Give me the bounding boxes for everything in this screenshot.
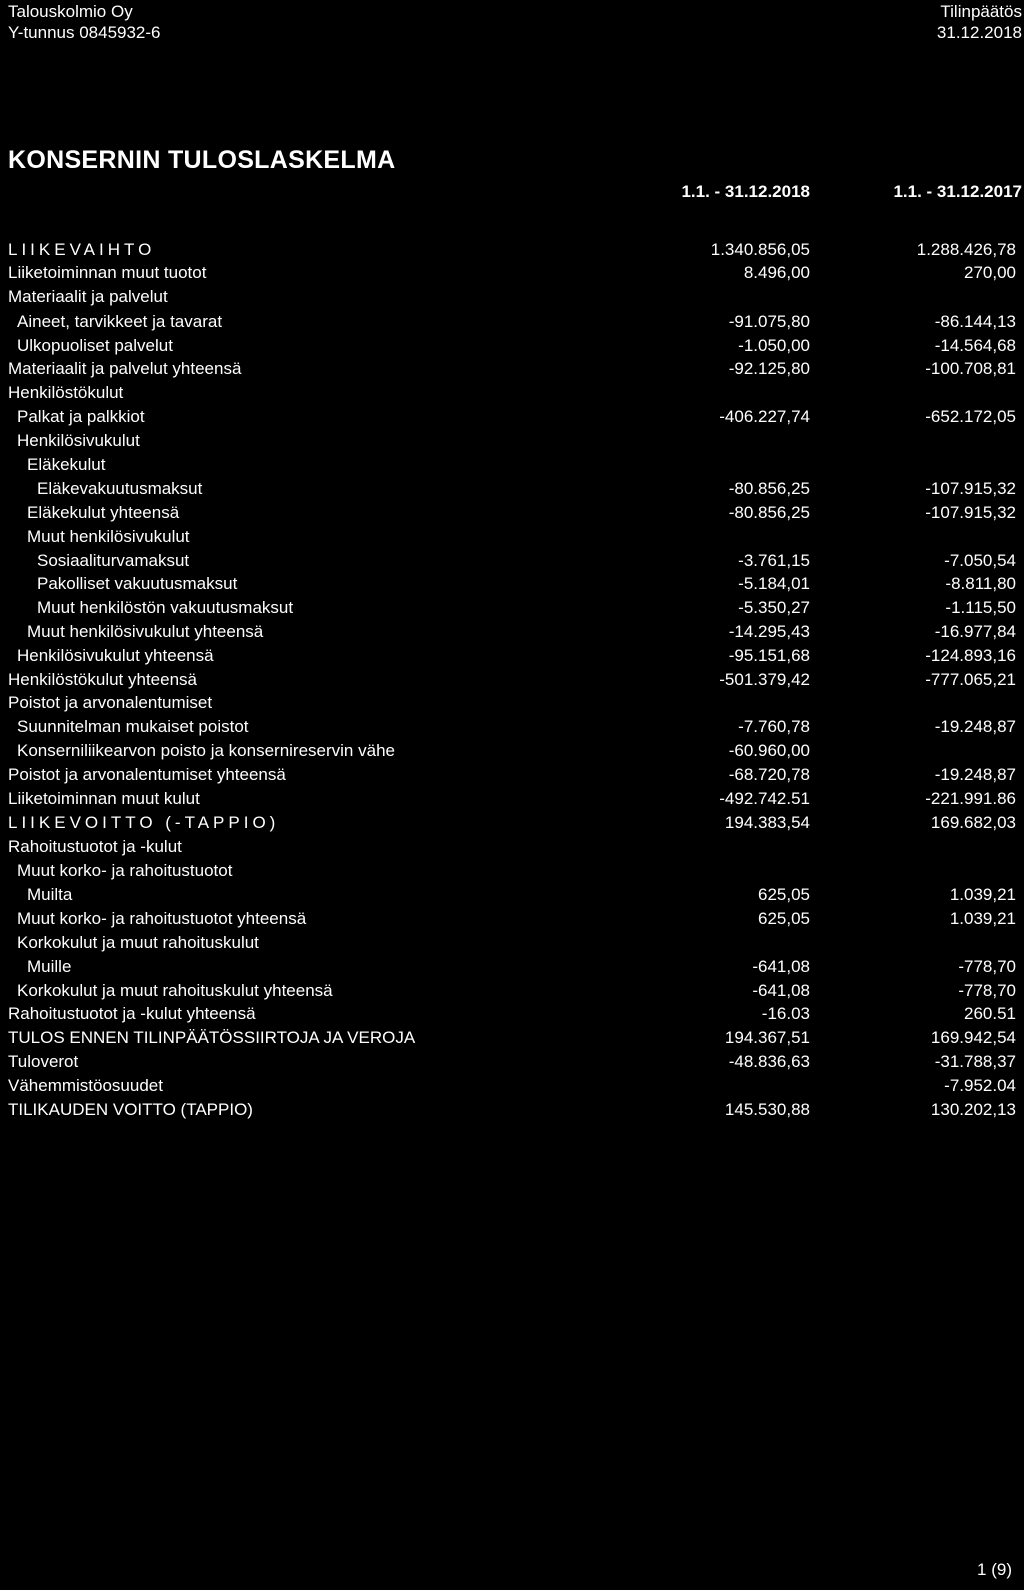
row-label: Pakolliset vakuutusmaksut — [37, 574, 238, 593]
table-row — [0, 836, 1024, 858]
table-row — [0, 478, 1024, 500]
table-row — [0, 1003, 1024, 1025]
value-2017: -778,70 — [958, 957, 1016, 976]
document-date: 31.12.2018 — [936, 23, 1022, 42]
table-row — [0, 932, 1024, 954]
page-number: 1 (9) — [977, 1560, 1012, 1579]
row-label: Materiaalit ja palvelut — [8, 287, 168, 306]
table-row — [0, 669, 1024, 691]
table-row — [0, 454, 1024, 476]
row-label: Liiketoiminnan muut kulut — [8, 789, 200, 808]
row-label: TULOS ENNEN TILINPÄÄTÖSSIIRTOJA JA VEROJA — [8, 1028, 416, 1047]
value-2017: -124.893,16 — [925, 646, 1016, 665]
row-label: Muille — [27, 957, 72, 976]
value-2018: -492.742.51 — [719, 789, 810, 808]
value-2017: -107.915,32 — [925, 503, 1016, 522]
value-2017: -16.977,84 — [934, 622, 1016, 641]
row-label: LIIKEVOITTO (-TAPPIO) — [8, 813, 280, 832]
document-type: Tilinpäätös — [940, 2, 1022, 21]
value-2018: -3.761,15 — [738, 551, 810, 570]
value-2017: 1.039,21 — [949, 885, 1016, 904]
table-row — [0, 980, 1024, 1002]
table-row — [0, 550, 1024, 572]
table-row — [0, 956, 1024, 978]
table-row — [0, 1075, 1024, 1097]
value-2018: -80.856,25 — [728, 503, 810, 522]
table-row — [0, 884, 1024, 906]
row-label: Tuloverot — [8, 1052, 79, 1071]
row-label: Eläkekulut — [27, 455, 106, 474]
table-row — [0, 311, 1024, 333]
table-row — [0, 812, 1024, 834]
table-row — [0, 1027, 1024, 1049]
value-2017: -778,70 — [958, 981, 1016, 1000]
value-2018: -7.760,78 — [738, 717, 810, 736]
row-label: Materiaalit ja palvelut yhteensä — [8, 359, 242, 378]
value-2017: -652.172,05 — [925, 407, 1016, 426]
row-label: Henkilösivukulut — [17, 431, 140, 450]
value-2018: -60.960,00 — [728, 741, 810, 760]
value-2018: -16.03 — [761, 1004, 810, 1023]
row-label: Henkilöstökulut yhteensä — [8, 670, 198, 689]
table-row — [0, 1099, 1024, 1121]
row-label: Poistot ja arvonalentumiset — [8, 693, 213, 712]
value-2017: -86.144,13 — [934, 312, 1016, 331]
value-2017: -8.811,80 — [945, 574, 1016, 593]
value-2017: -31.788,37 — [934, 1052, 1016, 1071]
value-2017: -777.065,21 — [925, 670, 1016, 689]
table-row — [0, 597, 1024, 619]
value-2017: 169.682,03 — [930, 813, 1016, 832]
page-title: KONSERNIN TULOSLASKELMA — [8, 146, 396, 174]
row-label: Muut korko- ja rahoitustuotot — [17, 861, 233, 880]
row-label: Muilta — [27, 885, 73, 904]
row-label: Palkat ja palkkiot — [17, 407, 145, 426]
row-label: Eläkekulut yhteensä — [27, 503, 180, 522]
value-2018: -406.227,74 — [719, 407, 810, 426]
row-label: TILIKAUDEN VOITTO (TAPPIO) — [8, 1100, 253, 1119]
table-row — [0, 526, 1024, 548]
column-header-2017: 1.1. - 31.12.2017 — [893, 182, 1022, 201]
value-2018: 8.496,00 — [743, 263, 810, 282]
row-label: Korkokulut ja muut rahoituskulut yhteensä — [17, 981, 333, 1000]
table-row — [0, 573, 1024, 595]
table-row — [0, 764, 1024, 786]
value-2017: -221.991.86 — [925, 789, 1016, 808]
value-2018: -68.720,78 — [728, 765, 810, 784]
value-2018: -91.075,80 — [728, 312, 810, 331]
table-row — [0, 645, 1024, 667]
row-label: Rahoitustuotot ja -kulut yhteensä — [8, 1004, 256, 1023]
table-row — [0, 1051, 1024, 1073]
value-2018: 145.530,88 — [724, 1100, 810, 1119]
table-row — [0, 406, 1024, 428]
row-label: Muut henkilösivukulut yhteensä — [27, 622, 264, 641]
value-2017: 1.288.426,78 — [916, 240, 1016, 259]
row-label: Henkilöstökulut — [8, 383, 124, 402]
value-2018: -641,08 — [752, 981, 810, 1000]
value-2017: -19.248,87 — [934, 765, 1016, 784]
row-label: Sosiaaliturvamaksut — [37, 551, 190, 570]
value-2018: 194.383,54 — [724, 813, 810, 832]
table-row — [0, 740, 1024, 762]
value-2018: -14.295,43 — [728, 622, 810, 641]
row-label: Ulkopuoliset palvelut — [17, 336, 173, 355]
row-label: Korkokulut ja muut rahoituskulut — [17, 933, 259, 952]
value-2018: 1.340.856,05 — [710, 240, 810, 259]
row-label: Konserniliikearvon poisto ja konsernireservin vähe — [17, 741, 395, 760]
value-2018: -92.125,80 — [728, 359, 810, 378]
value-2017: 260.51 — [964, 1004, 1016, 1023]
row-label: Suunnitelman mukaiset poistot — [17, 717, 249, 736]
value-2017: 169.942,54 — [930, 1028, 1016, 1047]
value-2018: -48.836,63 — [728, 1052, 810, 1071]
value-2018: -95.151,68 — [728, 646, 810, 665]
table-row — [0, 382, 1024, 404]
business-id: Y-tunnus 0845932-6 — [8, 23, 161, 42]
row-label: Muut korko- ja rahoitustuotot yhteensä — [17, 909, 307, 928]
table-row — [0, 621, 1024, 643]
value-2017: 270,00 — [964, 263, 1016, 282]
table-row — [0, 908, 1024, 930]
value-2018: -5.184,01 — [738, 574, 810, 593]
table-row — [0, 239, 1024, 261]
value-2017: 130.202,13 — [930, 1100, 1016, 1119]
value-2017: -107.915,32 — [925, 479, 1016, 498]
table-row — [0, 788, 1024, 810]
value-2018: -641,08 — [752, 957, 810, 976]
table-row — [0, 502, 1024, 524]
value-2017: -7.050,54 — [944, 551, 1016, 570]
company-name: Talouskolmio Oy — [8, 2, 133, 21]
row-label: Poistot ja arvonalentumiset yhteensä — [8, 765, 286, 784]
value-2018: -5.350,27 — [738, 598, 810, 617]
table-row — [0, 716, 1024, 738]
row-label: Muut henkilöstön vakuutusmaksut — [37, 598, 294, 617]
table-row — [0, 262, 1024, 284]
value-2017: -7.952.04 — [944, 1076, 1016, 1095]
value-2018: 625,05 — [758, 909, 810, 928]
row-label: LIIKEVAIHTO — [8, 240, 156, 259]
value-2017: -19.248,87 — [934, 717, 1016, 736]
row-label: Eläkevakuutusmaksut — [37, 479, 203, 498]
value-2018: -80.856,25 — [728, 479, 810, 498]
value-2018: 625,05 — [758, 885, 810, 904]
row-label: Aineet, tarvikkeet ja tavarat — [17, 312, 223, 331]
table-row — [0, 692, 1024, 714]
table-row — [0, 358, 1024, 380]
row-label: Muut henkilösivukulut — [27, 527, 190, 546]
row-label: Henkilösivukulut yhteensä — [17, 646, 214, 665]
column-header-2018: 1.1. - 31.12.2018 — [681, 182, 810, 201]
row-label: Liiketoiminnan muut tuotot — [8, 263, 207, 282]
value-2017: -1.115,50 — [945, 598, 1016, 617]
value-2017: 1.039,21 — [949, 909, 1016, 928]
table-row — [0, 286, 1024, 308]
table-row — [0, 335, 1024, 357]
value-2017: -14.564,68 — [934, 336, 1016, 355]
table-row — [0, 430, 1024, 452]
row-label: Vähemmistöosuudet — [8, 1076, 163, 1095]
value-2018: -501.379,42 — [719, 670, 810, 689]
value-2018: -1.050,00 — [738, 336, 810, 355]
table-row — [0, 860, 1024, 882]
value-2017: -100.708,81 — [925, 359, 1016, 378]
value-2018: 194.367,51 — [724, 1028, 810, 1047]
row-label: Rahoitustuotot ja -kulut — [8, 837, 182, 856]
